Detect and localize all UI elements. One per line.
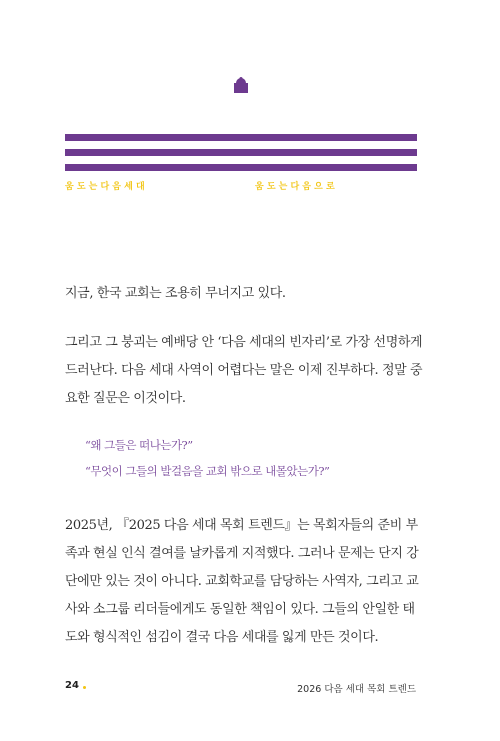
- page-number: 24: [65, 680, 79, 691]
- header-stripe-1: [65, 134, 417, 141]
- paragraph-3: 2025년, 『2025 다음 세대 목회 트렌드』는 목회자들의 준비 부족과 현실 인식 결여를 날카롭게 지적했다. 그러나 문제는 단지 강단에만 있는 것이 아니다. 교회학교를 담당하는 사역자, 그리고 교사와 소그룹 리더들에게도 동일한 책임이 있다. 그들의 안일한 태도와 형식적인 섬김이 결국 다음 세대를 잃게 만든 것이다.: [65, 518, 419, 645]
- tagline-left: 움 도 는 다 음 세 대: [65, 182, 145, 192]
- paragraph-1: 지금, 한국 교회는 조용히 무너지고 있다.: [65, 286, 286, 301]
- header-tagline: [65, 180, 417, 194]
- footer-dot-icon: [83, 686, 86, 689]
- paragraph-2: 그리고 그 붕괴는 예배당 안 ‘다음 세대의 빈자리’로 가장 선명하게 드러난다. 다음 세대 사역이 어렵다는 말은 이제 진부하다. 정말 중요한 질문은 이것이다.: [65, 335, 423, 406]
- running-footer-title: 2026 다음 세대 목회 트렌드: [297, 684, 416, 695]
- quote-2: “무엇이 그들의 발걸음을 교회 밖으로 내몰았는가?”: [85, 464, 330, 478]
- header-stripe-3: [65, 164, 417, 171]
- church-icon: [232, 77, 250, 93]
- tagline-right: 움 도 는 다 음 으 로: [255, 182, 335, 192]
- header-stripe-2: [65, 149, 417, 156]
- quote-1: “왜 그들은 떠나는가?”: [85, 438, 193, 452]
